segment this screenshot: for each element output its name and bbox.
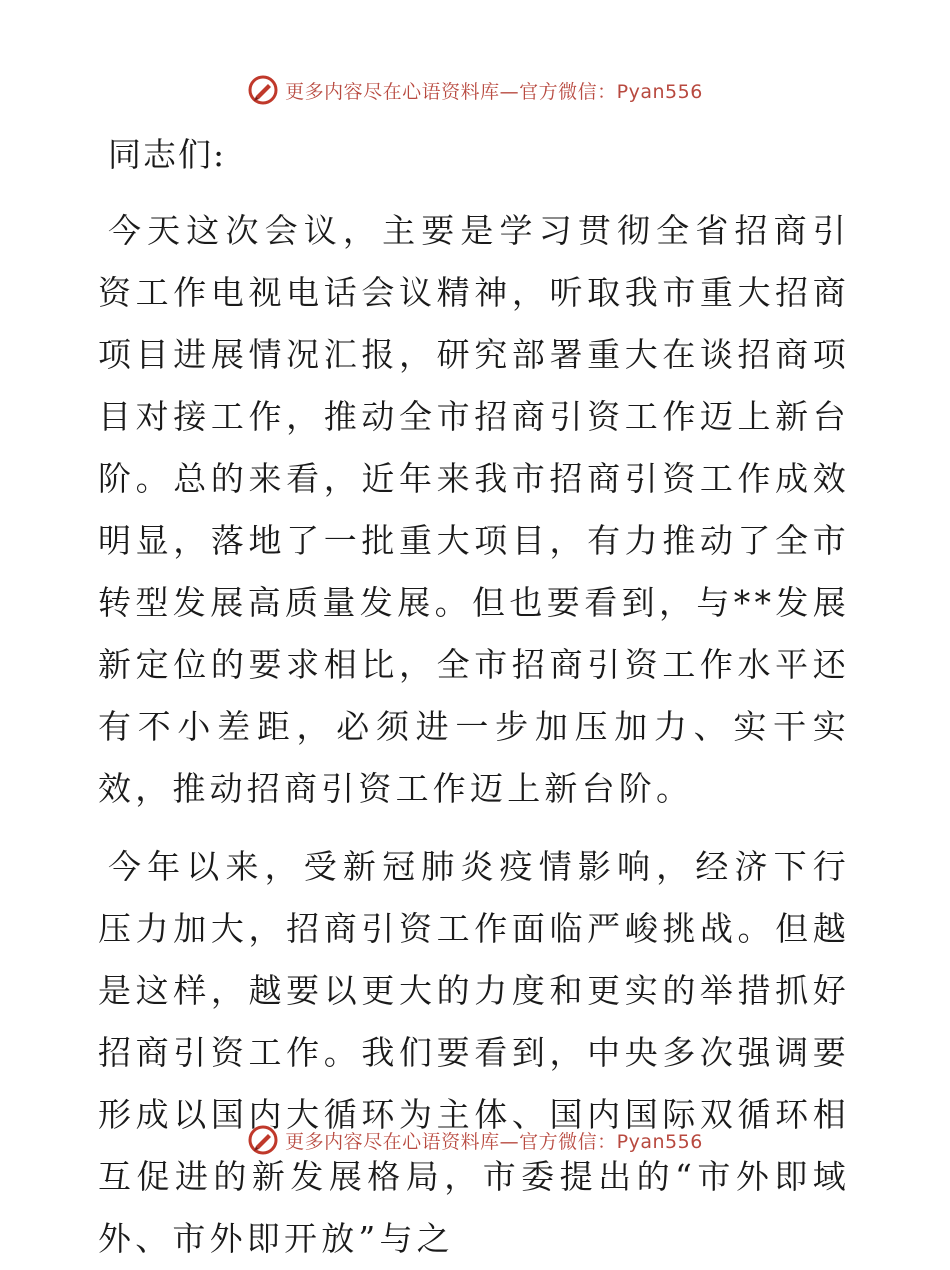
footer-banner-text: 更多内容尽在心语资料库—官方微信：Pyan556 — [285, 1130, 703, 1153]
page-footer — [0, 1120, 950, 1160]
page-header — [0, 70, 950, 110]
paragraph-1: 今天这次会议，主要是学习贯彻全省招商引资工作电视电话会议精神，听取我市重大招商项目进展情况汇报，研究部署重大在谈招商项目对接工作，推动全市招商引资工作迈上新台阶。总的来看，近年来我市招商引资工作成效明显，落地了一批重大项目，有力推动了全市转型发展高质量发展。但也要看到，与**发展新定位的要求相比，全市招商引资工作水平还有不小差距，必须进一步加压加力、实干实效，推动招商引资工作迈上新台阶。 — [98, 211, 850, 808]
header-banner — [247, 74, 703, 106]
header-banner-text: 更多内容尽在心语资料库—官方微信：Pyan556 — [285, 80, 703, 103]
pen-logo-icon — [247, 74, 279, 106]
paragraph-2: 今年以来，受新冠肺炎疫情影响，经济下行压力加大，招商引资工作面临严峻挑战。但越是这样，越要以更大的力度和更实的举措抓好招商引资工作。我们要看到，中央多次强调要形成以国内大循环为主体、国内国际双循环相互促进的新发展格局，市委提出的“市外即域外、市外即开放”与之 — [98, 847, 850, 1258]
pen-logo-icon — [247, 1124, 279, 1156]
footer-banner — [247, 1124, 703, 1156]
salutation: 同志们: — [108, 135, 227, 174]
document-body — [98, 120, 850, 1270]
